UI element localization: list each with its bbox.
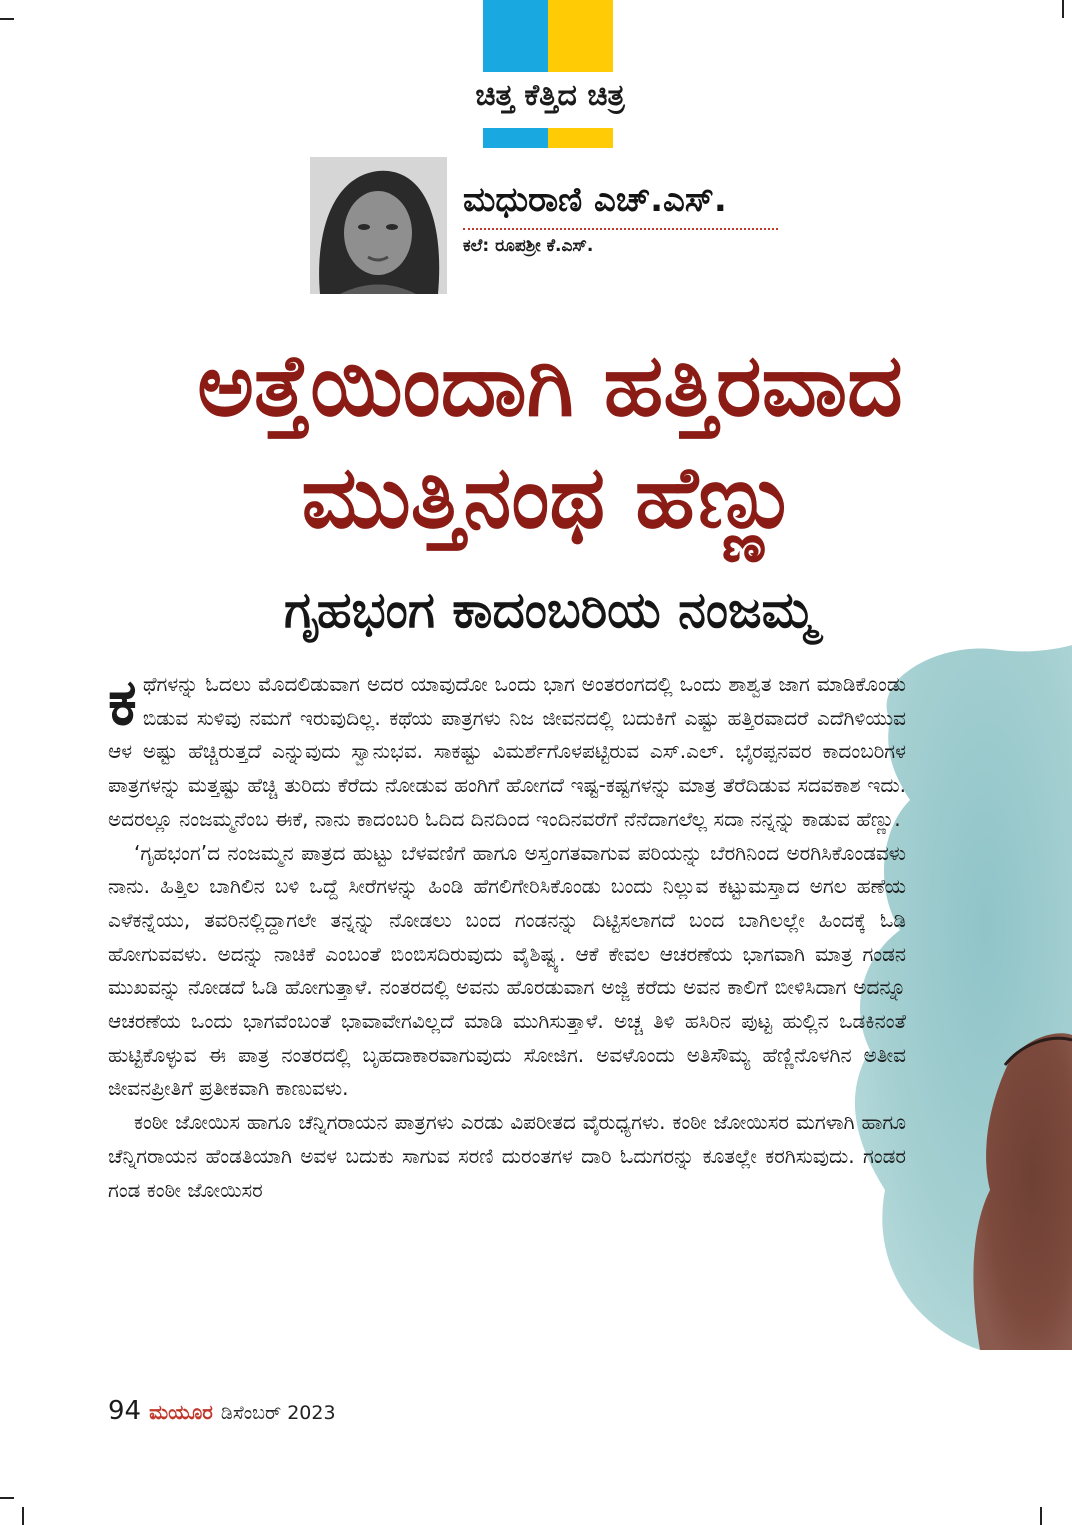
paragraph-2: ‘ಗೃಹಭಂಗ’ದ ನಂಜಮ್ಮನ ಪಾತ್ರದ ಹುಟ್ಟು ಬೆಳವಣಿಗೆ ಹಾಗೂ ಅಸ್ತಂಗತವಾಗುವ ಪರಿಯನ್ನು ಬೆರಗಿನಿಂದ ಅರಗಿಸಿಕೊಂಡವಳು ನಾನು. ಹಿತ್ತಿಲ ಬಾಗಿಲಿನ ಬಳಿ ಒದ್ದೆ ಸೀರೆಗಳನ್ನು ಹಿಂಡಿ ಹೆಗಲಿಗೇರಿಸಿಕೊಂಡು ಬಂದು ನಿಲ್ಲುವ ಕಟ್ಟುಮಸ್ತಾದ ಅಗಲ ಹಣೆಯ ಎಳೆಕನ್ನೆಯು, ತವರಿನಲ್ಲಿದ್ದಾಗಲೇ ತನ್ನನ್ನು ನೋಡಲು ಬಂದ ಗಂಡನನ್ನು ದಿಟ್ಟಿಸಲಾಗದೆ ಬಂದ ಬಾಗಿಲಲ್ಲೇ ಹಿಂದಕ್ಕೆ ಓಡಿ ಹೋಗುವವಳು. ಅದನ್ನು ನಾಚಿಕೆ ಎಂಬಂತೆ ಬಿಂಬಿಸದಿರುವುದು ವೈಶಿಷ್ಟ್ಯ. ಆಕೆ ಕೇವಲ ಆಚರಣೆಯ ಭಾಗವಾಗಿ ಮಾತ್ರ ಗಂಡನ ಮುಖವನ್ನು ನೋಡದೆ ಓಡಿ ಹೋಗುತ್ತಾಳೆ. ನಂತರದಲ್ಲಿ ಅವನು ಹೊರಡುವಾಗ ಅಜ್ಜಿ ಕರೆದು ಅವನ ಕಾಲಿಗೆ ಬೀಳಿಸಿದಾಗ ಅದನ್ನೂ ಆಚರಣೆಯ ಒಂದು ಭಾಗವೆಂಬಂತೆ ಭಾವಾವೇಗವಿಲ್ಲದೆ ಮಾಡಿ ಮುಗಿಸುತ್ತಾಳೆ. ಅಚ್ಚ ತಿಳಿ ಹಸಿರಿನ ಪುಟ್ಟ ಹುಲ್ಲಿನ ಒಡಕಿನಂತೆ ಹುಟ್ಟಿಕೊಳ್ಳುವ ಈ ಪಾತ್ರ ನಂತರದಲ್ಲಿ ಬೃಹದಾಕಾರವಾಗುವುದು ಸೋಜಿಗ. ಅವಳೊಂದು ಅತಿಸೌಮ್ಯ ಹೆಣ್ಣಿನೊಳಗಿನ ಅತೀವ ಜೀವನಪ್ರೀತಿಗೆ ಪ್ರತೀಕವಾಗಿ ಕಾಣುವಳು. bbox=[108, 840, 906, 1101]
headline bbox=[60, 330, 1040, 554]
crop-mark bbox=[0, 1497, 14, 1499]
crop-mark bbox=[22, 1507, 24, 1525]
article-body bbox=[108, 668, 906, 1207]
column-title: ಚಿತ್ತ ಕೆತ್ತಿದ ಚಿತ್ರ bbox=[475, 78, 625, 113]
headline-line-2: ಮುತ್ತಿನಂಥ ಹೆಣ್ಣು bbox=[301, 448, 799, 548]
author-portrait-illustration bbox=[310, 157, 447, 294]
crop-mark bbox=[0, 18, 14, 20]
paragraph-1-text: ಥೆಗಳನ್ನು ಓದಲು ಮೊದಲಿಡುವಾಗ ಅದರ ಯಾವುದೋ ಒಂದು ಭಾಗ ಅಂತರಂಗದಲ್ಲಿ ಒಂದು ಶಾಶ್ವತ ಜಾಗ ಮಾಡಿಕೊಂಡು ಬಿಡುವ ಸುಳಿವು ನಮಗೆ ಇರುವುದಿಲ್ಲ. ಕಥೆಯ ಪಾತ್ರಗಳು ನಿಜ ಜೀವನದಲ್ಲಿ ಬದುಕಿಗೆ ಎಷ್ಟು ಹತ್ತಿರವಾದರೆ ಎದೆಗಿಳಿಯುವ ಆಳ ಅಷ್ಟು ಹೆಚ್ಚಿರುತ್ತದೆ ಎನ್ನುವುದು ಸ್ವಾನುಭವ. ಸಾಕಷ್ಟು ವಿಮರ್ಶೆಗೊಳಪಟ್ಟಿರುವ ಎಸ್.ಎಲ್. ಭೈರಪ್ಪನವರ ಕಾದಂಬರಿಗಳ ಪಾತ್ರಗಳನ್ನು ಮತ್ತಷ್ಟು ಹೆಚ್ಚಿ ತುರಿದು ಕೆರೆದು ನೋಡುವ ಹಂಗಿಗೆ ಹೋಗದೆ ಇಷ್ಟ-ಕಷ್ಟಗಳನ್ನು ಮಾತ್ರ ತೆರೆದಿಡುವ ಸದವಕಾಶ ಇದು. ಅದರಲ್ಲೂ ನಂಜಮ್ಮನೆಂಬ ಈಕೆ, ನಾನು ಕಾದಂಬರಿ ಓದಿದ ದಿನದಿಂದ ಇಂದಿನವರೆಗೆ ನೆನೆದಾಗಲೆಲ್ಲ ಸದಾ ನನ್ನನ್ನು ಕಾಡುವ ಹೆಣ್ಣು. bbox=[108, 672, 906, 831]
paragraph-3: ಕಂಠೀ ಜೋಯಿಸ ಹಾಗೂ ಚೆನ್ನಿಗರಾಯನ ಪಾತ್ರಗಳು ಎರಡು ವಿಪರೀತದ ವೈರುಧ್ಯಗಳು. ಕಂಠೀ ಜೋಯಿಸರ ಮಗಳಾಗಿ ಹಾಗೂ ಚೆನ್ನಿಗರಾಯನ ಹೆಂಡತಿಯಾಗಿ ಅವಳ ಬದುಕು ಸಾಗುವ ಸರಣಿ ದುರಂತಗಳ ದಾರಿ ಓದುಗರನ್ನು ಕೂತಲ್ಲೇ ಕರಗಿಸುವುದು. ಗಂಡರ ಗಂಡ ಕಂಠೀ ಜೋಯಿಸರ bbox=[108, 1110, 906, 1202]
page-number: 94 bbox=[108, 1396, 142, 1426]
page-footer bbox=[108, 1396, 336, 1426]
author-photo bbox=[310, 157, 447, 294]
subheadline: ಗೃಹಭಂಗ ಕಾದಂಬರಿಯ ನಂಜಮ್ಮ bbox=[283, 581, 816, 639]
magazine-name: ಮಯೂರ bbox=[149, 1400, 213, 1424]
crop-mark bbox=[1040, 1507, 1042, 1525]
issue-date: ಡಿಸೆಂಬರ್ 2023 bbox=[220, 1402, 336, 1424]
author-name: ಮಧುರಾಣಿ ಎಚ್.ಎಸ್. bbox=[463, 180, 727, 220]
author-divider bbox=[463, 228, 778, 230]
column-banner bbox=[483, 0, 613, 148]
art-credit: ಕಲೆ: ರೂಪಶ್ರೀ ಕೆ.ಎಸ್. bbox=[463, 236, 594, 256]
headline-line-1: ಅತ್ತೆಯಿಂದಾಗಿ ಹತ್ತಿರವಾದ bbox=[197, 336, 903, 436]
drop-cap: ಕ bbox=[108, 666, 137, 740]
crop-mark bbox=[1062, 0, 1064, 18]
paragraph-1 bbox=[108, 668, 906, 837]
